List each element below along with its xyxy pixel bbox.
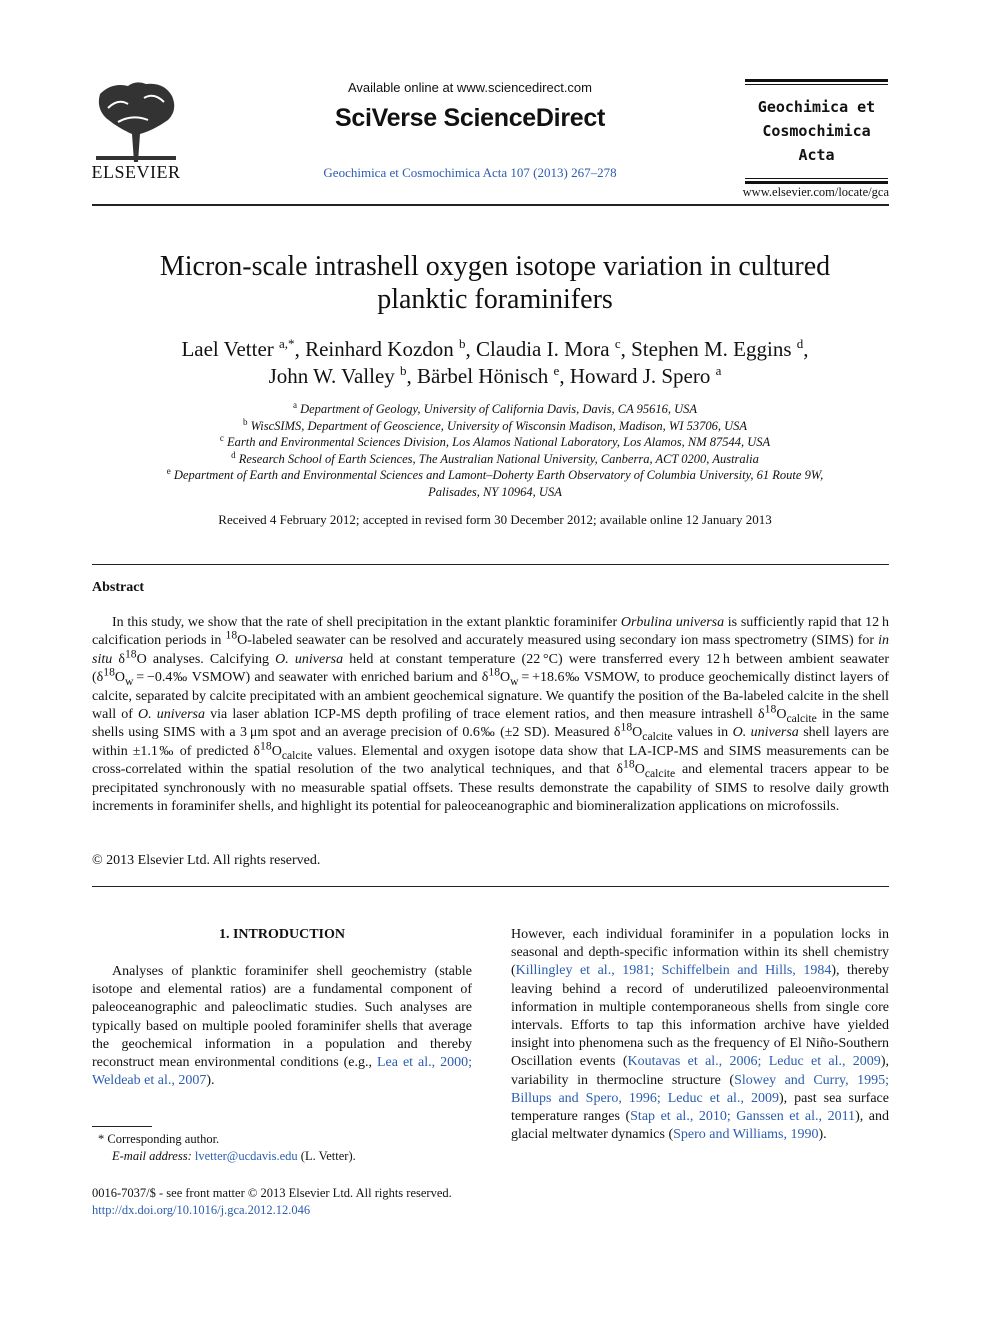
article-history: Received 4 February 2012; accepted in revised form 30 December 2012; available online 12 January 2013 xyxy=(218,512,772,527)
doi-link[interactable]: http://dx.doi.org/10.1016/j.gca.2012.12.046 xyxy=(92,1202,311,1217)
author-affil-mark: b xyxy=(459,336,466,351)
publisher-wordmark: ELSEVIER xyxy=(91,162,181,182)
author-affil-mark: a xyxy=(715,363,722,378)
footnote-rule xyxy=(92,1126,152,1127)
author-affil-mark: d xyxy=(796,336,804,351)
affiliation: $^b$ WiscSIMS, Department of Geoscience, University of Wisconsin Madison, Madison, WI 53706, USA xyxy=(242,416,748,433)
elsevier-tree-icon xyxy=(88,78,184,164)
body-column-right xyxy=(511,926,889,1144)
citation-link[interactable]: Slowey and Curry, 1995; Billups and Spero, 1996; Leduc et al., 2009 xyxy=(511,1072,890,1106)
front-matter xyxy=(92,1185,552,1218)
affiliation: $^d$ Research School of Earth Sciences, The Australian National University, Canberra, ACT 0200, Australia xyxy=(231,449,759,466)
affiliation: $^c$ Earth and Environmental Sciences Division, Los Alamos National Laboratory, Los Alamos, NM 87544, USA xyxy=(219,432,771,449)
author-name[interactable]: John W. Valley xyxy=(268,364,395,388)
title-line: Micron-scale intrashell oxygen isotope variation in cultured xyxy=(159,251,831,282)
journal-box-top-rule xyxy=(745,79,888,85)
author-affil-mark: a,* xyxy=(279,336,295,351)
elsevier-logo xyxy=(88,78,184,186)
email-label: E-mail address: xyxy=(112,1148,192,1163)
author-name[interactable]: Claudia I. Mora xyxy=(476,337,610,361)
email-link[interactable]: lvetter@ucdavis.edu xyxy=(194,1148,298,1163)
paragraph: Analyses of planktic foraminifer shell geochemistry (stable isotope and elemental ratios) are a fundamental component of paleoceanographic and paleoclimatic studies. Such analyses are typically based on multiple pooled foraminifer shells that average the geochemical information in a population and thereby reconstruct mean environmental conditions (e.g., Lea et al., 2000; Weldeab et al., 2007). xyxy=(92,964,472,1089)
citation-link[interactable]: Lea et al., 2000; Weldeab et al., 2007 xyxy=(92,1055,472,1089)
platform-logo-text: SciVerse ScienceDirect xyxy=(335,104,605,132)
journal-box-bottom-rule xyxy=(745,178,888,184)
journal-title-line: Geochimica et xyxy=(757,98,876,116)
citation-link[interactable]: Spero and Williams, 1990 xyxy=(673,1127,819,1143)
body-column-left xyxy=(92,963,472,1090)
journal-title-line: Acta xyxy=(798,146,835,164)
title-line: planktic foraminifers xyxy=(377,284,613,315)
copyright-notice: © 2013 Elsevier Ltd. All rights reserved. xyxy=(92,853,321,868)
author-name[interactable]: Howard J. Spero xyxy=(569,364,711,388)
affiliation: $^a$ Department of Geology, University of California Davis, Davis, CA 95616, USA xyxy=(292,399,698,416)
affiliation: Palisades, NY 10964, USA xyxy=(428,484,562,499)
available-online-text: Available online at www.sciencedirect.com xyxy=(348,80,592,95)
abstract-heading: Abstract xyxy=(92,580,145,595)
citation-link[interactable]: Koutavas et al., 2006; Leduc et al., 2009 xyxy=(627,1054,881,1070)
header-divider xyxy=(92,204,889,206)
author-affil-mark: c xyxy=(614,336,621,351)
abstract-top-rule xyxy=(92,564,889,565)
affiliation: $^e$ Department of Earth and Environmental Sciences and Lamont–Doherty Earth Observatory of Columbia University, 61 Route 9W, xyxy=(166,465,824,482)
author-name[interactable]: Bärbel Hönisch xyxy=(417,364,549,388)
author-list: Lael Vetter $^{a,*}$, Reinhard Kozdon $^b$, Claudia I. Mora $^c$, Stephen M. Eggins $^d$, John W. Valley $^b$, Bärbel Hönisch $^e$, Howard J. Spero $^a$ xyxy=(181,336,809,388)
citation-link[interactable]: Stap et al., 2010; Ganssen et al., 2011 xyxy=(630,1109,856,1125)
author-affil-mark: b xyxy=(400,363,407,378)
journal-citation-link[interactable]: Geochimica et Cosmochimica Acta 107 (2013) 267–278 xyxy=(323,165,617,180)
paragraph: However, each individual foraminifer in a population locks in seasonal and depth-specific information within its shell chemistry (Killingley et al., 1981; Schiffelbein and Hills, 1984), thereby leaving behind a record of underutilized paleoenvironmental information in multiple contemporaneous shells from single core intervals. Efforts to tap this information archive have yielded insight into phenomena such as the frequency of El Niño-Southern Oscillation events (Koutavas et al., 2006; Leduc et al., 2009), variability in thermocline structure (Slowey and Curry, 1995; Billups and Spero, 1996; Leduc et al., 2009), past sea surface temperature ranges (Stap et al., 2010; Ganssen et al., 2011), and glacial meltwater dynamics (Spero and Williams, 1990). xyxy=(511,927,890,1143)
section-heading: 1. INTRODUCTION xyxy=(218,927,345,942)
article-title xyxy=(100,250,890,316)
corresponding-author-note: * Corresponding author. xyxy=(98,1132,220,1146)
author-name[interactable]: Reinhard Kozdon xyxy=(305,337,454,361)
email-suffix: (L. Vetter). xyxy=(300,1148,356,1163)
abstract-bottom-rule xyxy=(92,886,889,887)
journal-title xyxy=(745,95,888,167)
journal-url-link[interactable]: www.elsevier.com/locate/gca xyxy=(742,185,889,199)
citation-link[interactable]: Killingley et al., 1981; Schiffelbein and Hills, 1984 xyxy=(515,963,832,979)
issn-line: 0016-7037/$ - see front matter © 2013 Elsevier Ltd. All rights reserved. xyxy=(92,1186,452,1200)
footnote xyxy=(92,1131,482,1164)
author-name[interactable]: Lael Vetter xyxy=(181,337,274,361)
author-name[interactable]: Stephen M. Eggins xyxy=(631,337,792,361)
affiliation-list xyxy=(100,401,890,500)
author-affil-mark: e xyxy=(553,363,560,378)
journal-title-line: Cosmochimica xyxy=(762,122,871,140)
abstract-text: In this study, we show that the rate of shell precipitation in the extant planktic foraminifer Orbulina universa is sufficiently rapid that 12 h calcification periods in $^{18}$O-labeled seawater can be resolved and accurately measured using secondary ion mass spectrometry (SIMS) for in situ $\delta^{18}O$ analyses. Calcifying O. universa held at constant temperature (22 °C) were transferred every 12 h between ambient seawater ($\delta^{18}O_w$ = −0.4‰ VSMOW) and seawater with enriched barium and $\delta^{18}O_w$ = +18.6‰ VSMOW, to produce geochemically distinct layers of calcite, separated by calcite precipitated with an ambient geochemical signature. We quantify the position of the Ba-labeled calcite in the shell wall of O. universa via laser ablation ICP-MS depth profiling of trace element ratios, and then measure intrashell $\delta^{18}O_{calcite}$ in the same shells using SIMS with a 3 μm spot and an average precision of 0.6‰ (±2 SD). Measured $\delta^{18}O_{calcite}$ values in O. universa shell layers are within ±1.1‰ of predicted $\delta^{18}O_{calcite}$ values. Elemental and oxygen isotope data show that LA-ICP-MS and SIMS measurements can be cross-correlated within the spatial resolution of the two analytical techniques, and that $\delta^{18}O_{calcite}$ and elemental tracers appear to be precipitated synchronously with no measurable spatial offsets. These results demonstrate the capability of SIMS to resolve daily growth increments in foraminifer shells, and highlight its potential for paleoceanographic and biomineralization applications on microfossils. xyxy=(92,615,890,815)
